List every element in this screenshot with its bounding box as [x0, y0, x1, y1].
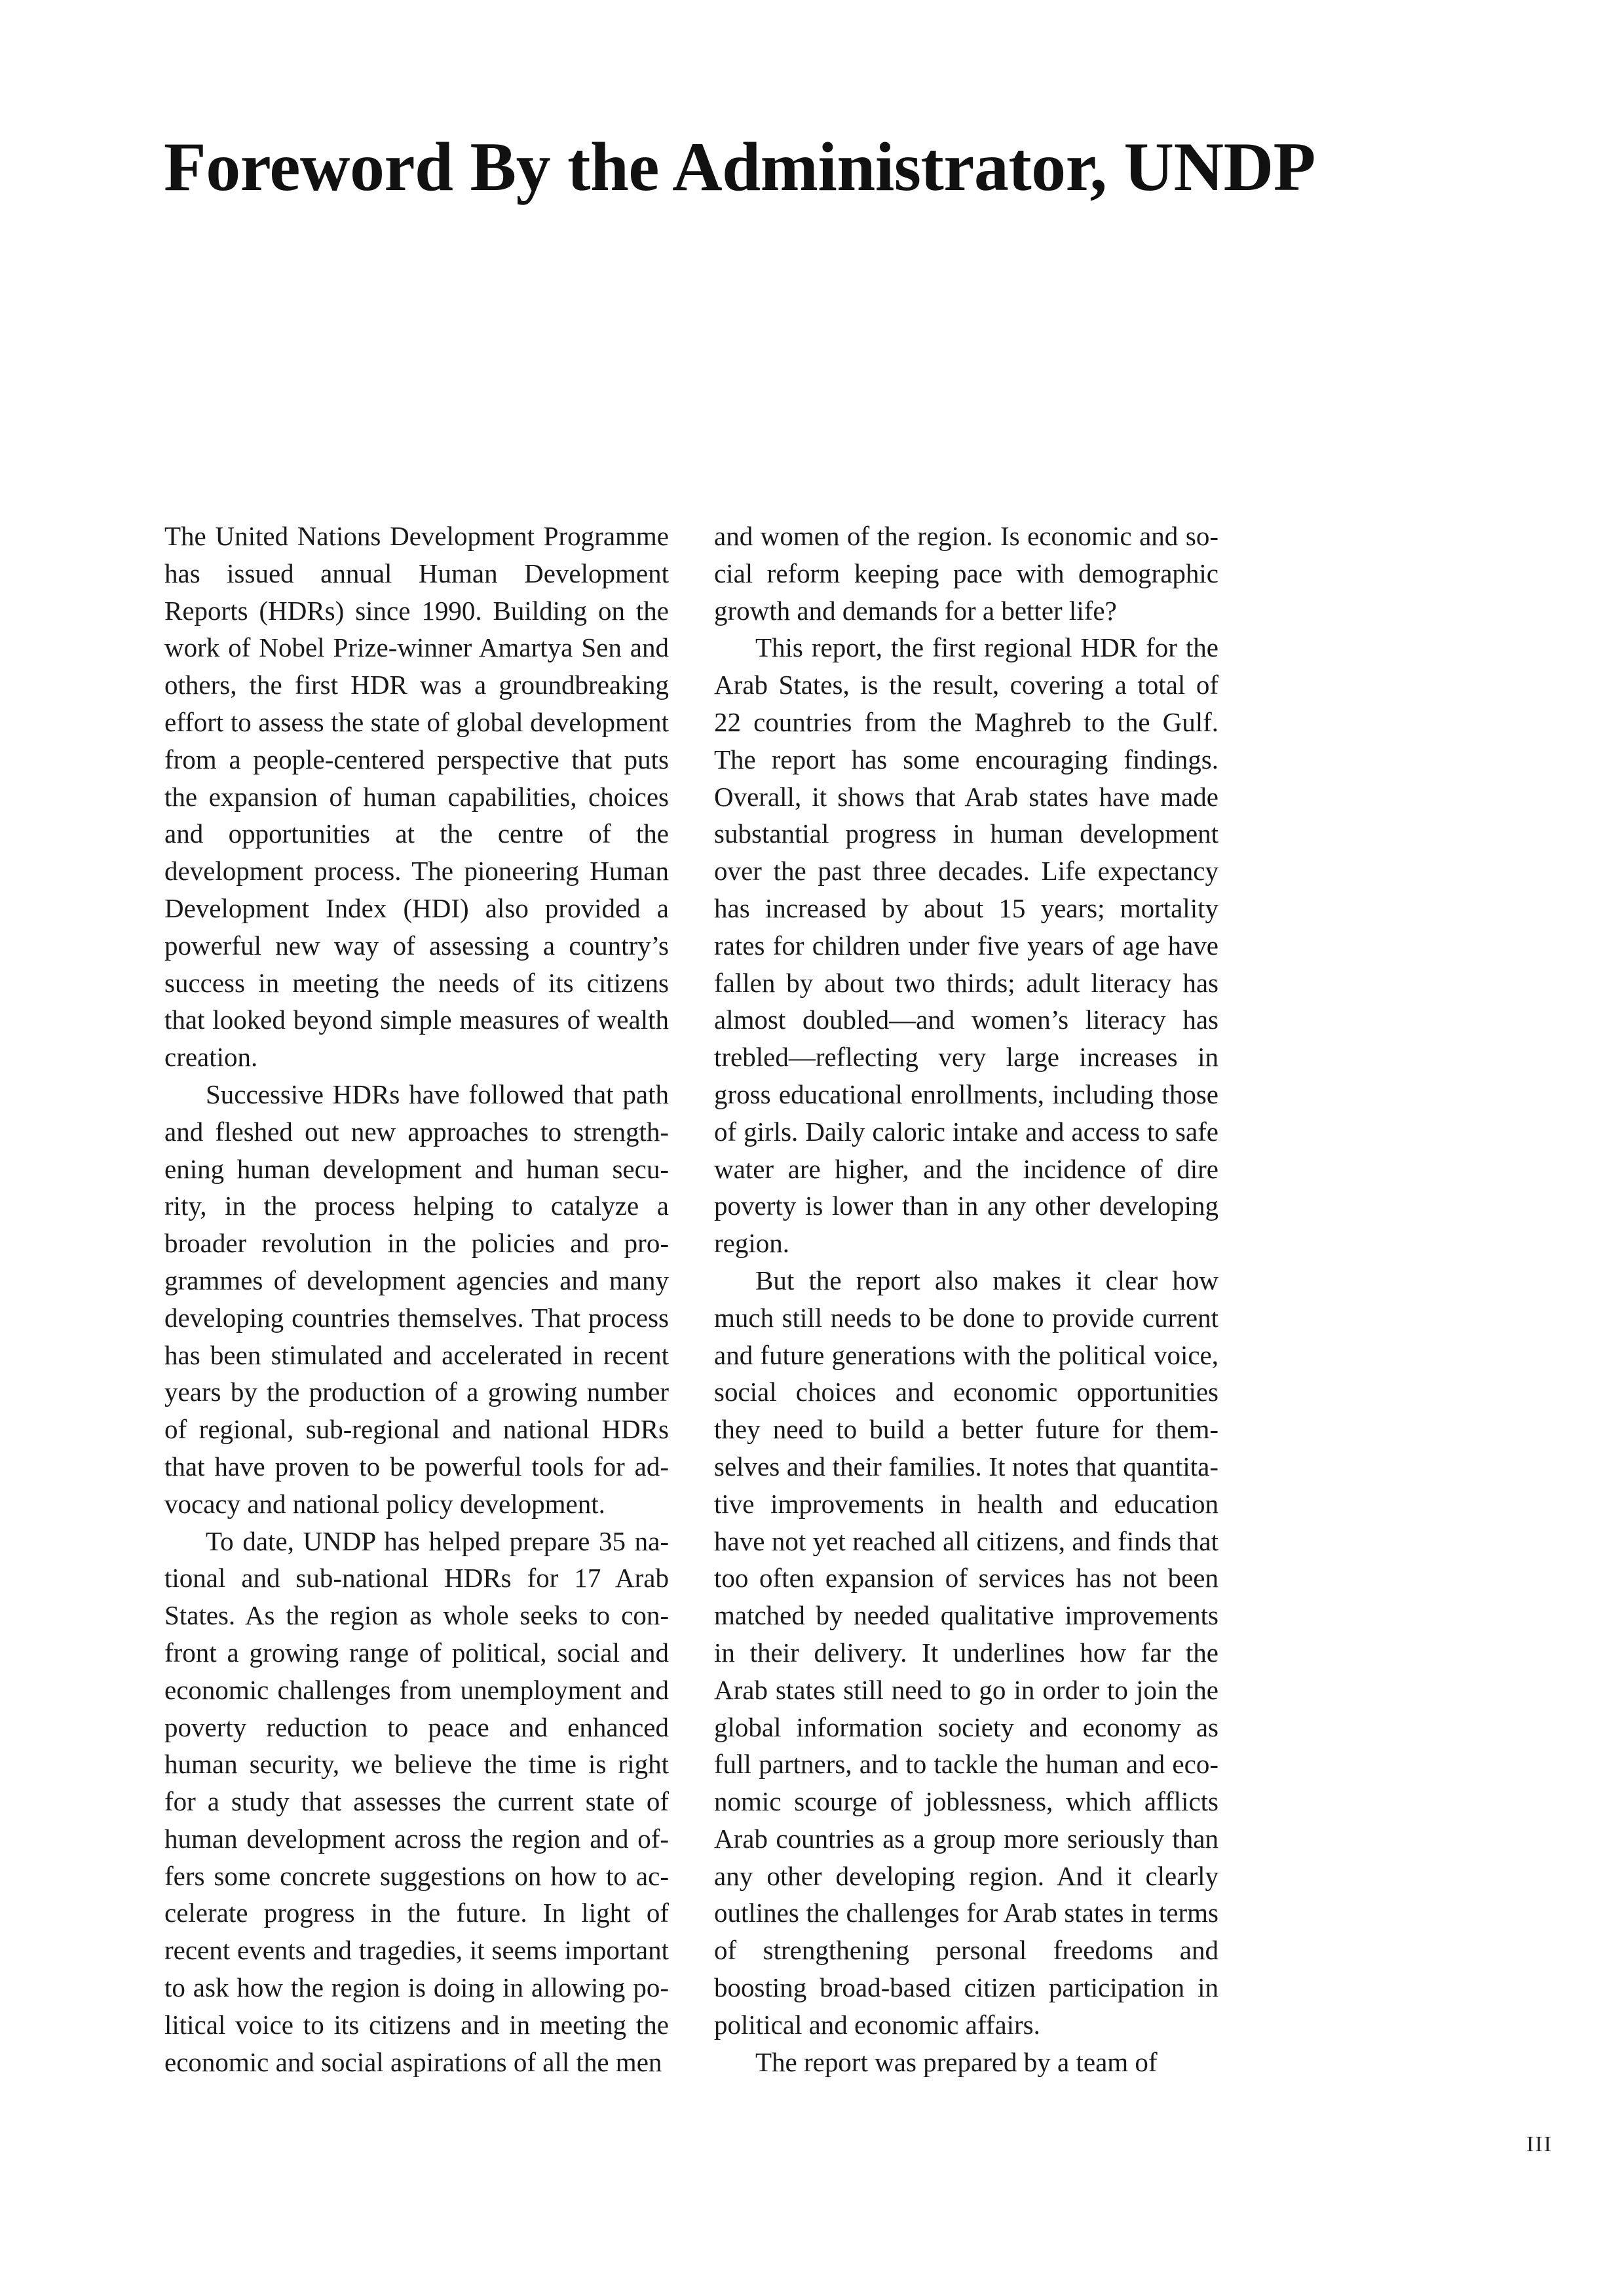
- body-paragraph: The report was prepared by a team of: [755, 2046, 1158, 2077]
- page-number: III: [1526, 2132, 1553, 2156]
- body-paragraph: But the report also makes it clear how much still needs to be done to provide current and future generations with the political voice, social choices and economic opportunities they need to build a better future for themselves and their families. It notes that quantitative improvements in health and education have not yet reached all citizens, and finds that too often expansion of services has not been matched by needed qualitative improvements in their delivery. It underlines how far the Arab states still need to go in order to join the global information society and economy as full partners, and to tackle the human and economic scourge of joblessness, which afflicts Arab countries as a group more seriously than any other developing region. And it clearly outlines the challenges for Arab states in terms of strengthening personal freedoms and boosting broad-based citizen participation in political and economic affairs.: [714, 1265, 1218, 2040]
- right-text-column: [714, 518, 1218, 2080]
- body-paragraph: Successive HDRs have followed that path and fleshed out new approaches to strengthening human development and human security, in the process helping to catalyze a broader revolution in the policies and programmes of development agencies and many developing countries themselves. That process has been stimulated and accelerated in recent years by the production of a growing number of regional, sub-regional and national HDRs that have proven to be powerful tools for advocacy and national policy development.: [164, 1079, 669, 1519]
- left-text-column: [164, 518, 669, 2080]
- body-paragraph: and women of the region. Is economic and social reform keeping pace with demographic growth and demands for a better life?: [714, 521, 1218, 626]
- page-title: Foreword By the Administrator, UNDP: [164, 128, 1315, 205]
- body-paragraph: To date, UNDP has helped prepare 35 national and sub-national HDRs for 17 Arab States. As the region as whole seeks to confront a growing range of political, social and economic challenges from unemployment and poverty reduction to peace and enhanced human security, we believe the time is right for a study that assesses the current state of human development across the region and offers some concrete suggestions on how to accelerate progress in the future. In light of recent events and tragedies, it seems important to ask how the region is doing in allowing political voice to its citizens and in meeting the economic and social aspirations of all the men: [164, 1525, 669, 2077]
- body-paragraph: The United Nations Development Programme has issued annual Human Development Reports (HDRs) since 1990. Building on the work of Nobel Prize-winner Amartya Sen and others, the first HDR was a groundbreaking effort to assess the state of global development from a people-centered perspective that puts the expansion of human capabilities, choices and opportunities at the centre of the development process. The pioneering Human Development Index (HDI) also provided a powerful new way of assessing a country’s success in meeting the needs of its citizens that looked beyond simple measures of wealth creation.: [164, 521, 669, 1073]
- body-paragraph: This report, the first regional HDR for the Arab States, is the result, covering a total of 22 countries from the Maghreb to the Gulf. The report has some encouraging findings. Overall, it shows that Arab states have made substantial progress in human development over the past three decades. Life expectancy has increased by about 15 years; mortality rates for children under five years of age have fallen by about two thirds; adult literacy has almost doubled—and women’s literacy has trebled—reflecting very large increases in gross educational enrollments, including those of girls. Daily caloric intake and access to safe water are higher, and the incidence of dire poverty is lower than in any other developing region.: [714, 632, 1218, 1259]
